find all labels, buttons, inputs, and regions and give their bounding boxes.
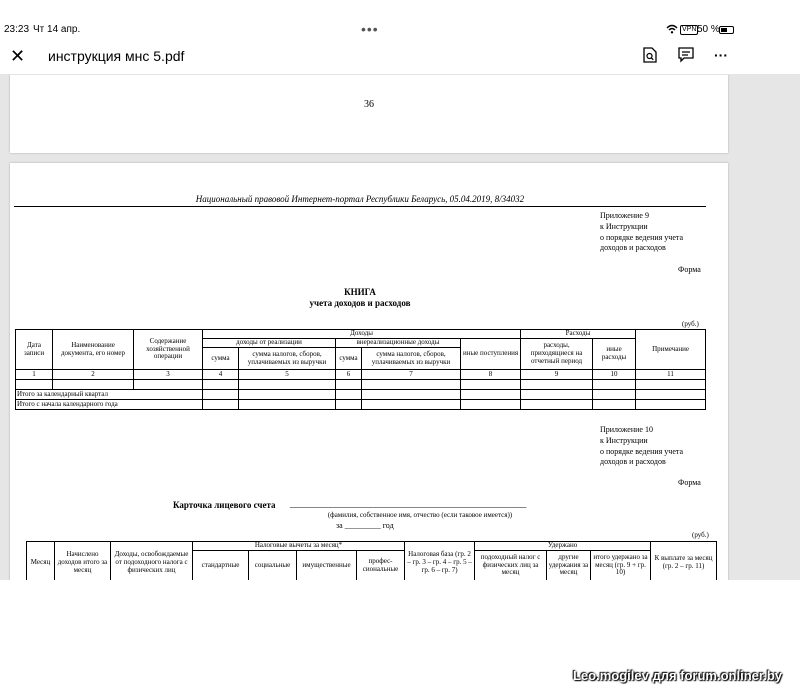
column-number: 9 (521, 370, 593, 380)
comment-icon[interactable] (677, 46, 695, 64)
col-period-expenses: расходы, приходящиеся на отчетный период (521, 339, 593, 370)
column-number: 7 (362, 370, 461, 380)
income-expense-table (15, 329, 706, 410)
battery-icon (719, 26, 734, 34)
card-title: Карточка лицевого счета (173, 500, 276, 510)
column-number: 5 (239, 370, 336, 380)
col-property: имущественные (297, 551, 357, 581)
col-note: Примечание (636, 330, 706, 370)
page-number: 36 (364, 99, 374, 110)
viewer-toolbar (0, 40, 800, 75)
total-quarter-row (16, 390, 706, 400)
col-total-withheld: итого удержано за месяц (гр. 9 + гр. 10) (591, 551, 651, 581)
col-taxes: сумма налогов, сборов, уплачиваемых из выручки (362, 348, 461, 370)
col-sum: сумма (203, 348, 239, 370)
multitasking-dots-icon[interactable]: ••• (361, 21, 379, 37)
col-deductions: Налоговые вычеты за месяц* (193, 542, 405, 551)
col-accrued: Начислено доходов итого за месяц (55, 542, 111, 581)
pdf-viewer[interactable] (0, 75, 800, 580)
col-exempt: Доходы, освобождаемые от подоходного налога с физических лиц (111, 542, 193, 581)
appendix-line: Приложение 10 (600, 425, 653, 434)
column-number: 10 (593, 370, 636, 380)
pdf-page (10, 75, 728, 153)
col-income: Доходы (203, 330, 521, 339)
search-document-icon[interactable] (641, 46, 659, 64)
col-nonoperating-income: внереализационные доходы (336, 339, 461, 348)
card-name-line: ___________________________________________________________ (290, 499, 526, 509)
column-number: 1 (16, 370, 53, 380)
card-fio-caption: (фамилия, собственное имя, отчество (если таковое имеется)) (327, 511, 513, 519)
col-other-income: иные поступления (461, 339, 521, 370)
col-social: социальные (249, 551, 297, 581)
table-row (16, 380, 706, 390)
column-number: 6 (336, 370, 362, 380)
column-number: 3 (134, 370, 203, 380)
col-payable: К выплате за месяц (гр. 2 – гр. 11) (651, 542, 717, 581)
personal-account-table (26, 541, 717, 580)
col-document: Наименование документа, его номер (53, 330, 134, 370)
col-income-tax: подоходный налог с физических лиц за месяц (475, 551, 547, 581)
total-year-row (16, 400, 706, 410)
col-taxes: сумма налогов, сборов, уплачиваемых из выручки (239, 348, 336, 370)
close-icon[interactable]: ✕ (10, 46, 26, 66)
col-sum: сумма (336, 348, 362, 370)
appendix-line: доходов и расходов (600, 457, 666, 467)
col-other-expenses: иные расходы (593, 339, 636, 370)
col-standard: стандартные (193, 551, 249, 581)
vpn-badge: VPN (682, 26, 697, 33)
appendix-line: доходов и расходов (600, 243, 666, 253)
appendix-line: о порядке ведения учета (600, 232, 684, 242)
col-professional: профес-сиональные (357, 551, 405, 581)
watermark: Leo.mogilev для forum.onliner.by (572, 668, 782, 683)
column-number: 4 (203, 370, 239, 380)
appendix-9 (600, 211, 710, 254)
col-expenses: Расходы (521, 330, 636, 339)
more-options-icon[interactable]: ··· (714, 47, 728, 63)
col-month: Месяц (27, 542, 55, 581)
portal-header-text: Национальный правовой Интернет-портал Республики Беларусь, 05.04.2019, 8/34032 (14, 193, 706, 207)
book-subtitle: учета доходов и расходов (309, 298, 411, 308)
col-tax-base: Налоговая база (гр. 2 – гр. 3 – гр. 4 – гр. 5 – гр. 6 – гр. 7) (405, 542, 475, 581)
column-number: 8 (461, 370, 521, 380)
document-title: инструкция мнс 5.pdf (48, 48, 185, 64)
appendix-line: Приложение 9 (600, 211, 649, 220)
form-label: Форма (678, 265, 701, 274)
col-date: Дата записи (16, 330, 53, 370)
column-numbers-row (16, 370, 706, 380)
wifi-icon (666, 24, 678, 37)
column-number: 11 (636, 370, 706, 380)
col-sales-income: доходы от реализации (203, 339, 336, 348)
book-title: КНИГА (344, 287, 376, 297)
status-time: 23:23 (4, 24, 30, 35)
card-period: за _________ год (336, 521, 394, 530)
col-withheld: Удержано (475, 542, 651, 551)
form-label: Форма (678, 478, 701, 487)
column-number: 2 (53, 370, 134, 380)
unit-label: (руб.) (692, 531, 709, 539)
unit-label: (руб.) (682, 320, 699, 328)
appendix-line: о порядке ведения учета (600, 446, 684, 456)
col-other-withheld: другие удержания за месяц (547, 551, 591, 581)
total-quarter-label: Итого за календарный квартал (16, 390, 203, 400)
status-date: Чт 14 апр. (33, 24, 81, 35)
total-year-label: Итого с начала календарного года (16, 400, 203, 410)
appendix-line: к Инструкции (600, 221, 648, 231)
status-bar (0, 0, 800, 40)
battery-percent: 50 % (697, 24, 720, 35)
appendix-line: к Инструкции (600, 435, 648, 445)
appendix-10 (600, 425, 710, 468)
col-content: Содержание хозяйственной операции (134, 330, 203, 370)
